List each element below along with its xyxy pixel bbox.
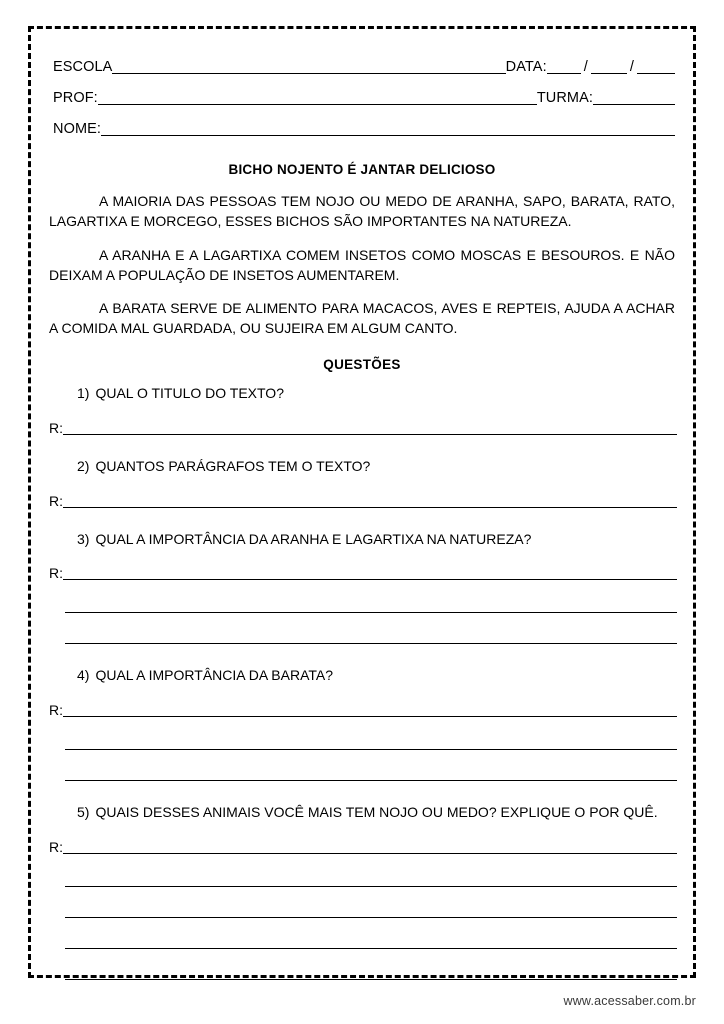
question-3-number: 3) bbox=[77, 530, 90, 547]
questions-heading: QUESTÕES bbox=[323, 356, 401, 372]
question-3 bbox=[77, 530, 677, 549]
spacer-after-q2 bbox=[47, 510, 677, 530]
header-fields bbox=[47, 43, 677, 138]
nome-row bbox=[53, 107, 675, 138]
date-separator-2: / bbox=[629, 58, 634, 75]
answer-line-4-2[interactable] bbox=[65, 719, 677, 750]
answer-line-5-1[interactable] bbox=[63, 838, 677, 854]
answer-label-2: R: bbox=[49, 492, 63, 509]
question-1-number: 1) bbox=[77, 384, 90, 401]
question-1-text: QUAL O TITULO DO TEXTO? bbox=[95, 384, 284, 401]
answer-row-5 bbox=[47, 836, 677, 856]
answer-line-4-1[interactable] bbox=[63, 701, 677, 717]
answer-line-3-2[interactable] bbox=[65, 582, 677, 613]
answer-line-3-1[interactable] bbox=[63, 564, 677, 580]
date-year-input[interactable] bbox=[637, 59, 675, 74]
answer-row-4 bbox=[47, 699, 677, 719]
escola-label: ESCOLA bbox=[53, 58, 113, 75]
answer-line-3-3[interactable] bbox=[65, 613, 677, 644]
question-block-5 bbox=[47, 803, 677, 980]
spacer-after-q4 bbox=[47, 781, 677, 803]
answer-label-4: R: bbox=[49, 702, 63, 719]
escola-data-row bbox=[53, 45, 675, 76]
paragraph-3: A BARATA SERVE DE ALIMENTO PARA MACACOS, AVES E REPTEIS, AJUDA A ACHAR A COMIDA MAL GUARDADA, OU SUJEIRA EM ALGUM CANTO. bbox=[49, 300, 675, 337]
date-separator-1: / bbox=[583, 58, 588, 75]
spacer-after-q3 bbox=[47, 644, 677, 666]
question-block-1 bbox=[47, 384, 677, 437]
answer-label-3: R: bbox=[49, 565, 63, 582]
question-5-text: QUAIS DESSES ANIMAIS VOCÊ MAIS TEM NOJO OU MEDO? EXPLIQUE O POR QUÊ. bbox=[95, 804, 658, 821]
answer-line-5-4[interactable] bbox=[65, 918, 677, 949]
nome-label: NOME: bbox=[53, 120, 102, 137]
prof-input-line[interactable] bbox=[98, 90, 537, 105]
question-4 bbox=[77, 666, 677, 685]
footer-website: www.acessaber.com.br bbox=[563, 994, 696, 1008]
question-5 bbox=[77, 803, 677, 822]
escola-input-line[interactable] bbox=[112, 59, 505, 74]
prof-label: PROF: bbox=[53, 89, 98, 106]
spacer-after-q1 bbox=[47, 437, 677, 457]
answer-line-5-2[interactable] bbox=[65, 856, 677, 887]
nome-input-line[interactable] bbox=[101, 121, 675, 136]
question-3-text: QUAL A IMPORTÂNCIA DA ARANHA E LAGARTIXA NA NATUREZA? bbox=[95, 530, 532, 547]
turma-label: TURMA: bbox=[536, 89, 593, 106]
answer-line-1-1[interactable] bbox=[63, 419, 677, 435]
question-4-number: 4) bbox=[77, 667, 90, 684]
question-block-2 bbox=[47, 457, 677, 510]
paragraph-1: A MAIORIA DAS PESSOAS TEM NOJO OU MEDO DE ARANHA, SAPO, BARATA, RATO, LAGARTIXA E MORCEGO, ESSES BICHOS SÃO IMPORTANTES NA NATUREZA. bbox=[49, 193, 675, 230]
answer-line-5-5[interactable] bbox=[65, 949, 677, 980]
prof-turma-row bbox=[53, 76, 675, 107]
paragraph-2: A ARANHA E A LAGARTIXA COMEM INSETOS COMO MOSCAS E BESOUROS. E NÃO DEIXAM A POPULAÇÃO DE INSETOS AUMENTAREM. bbox=[49, 246, 675, 283]
answer-line-2-1[interactable] bbox=[63, 492, 677, 508]
question-5-number: 5) bbox=[77, 804, 90, 821]
question-2-text: QUANTOS PARÁGRAFOS TEM O TEXTO? bbox=[95, 457, 371, 474]
date-month-input[interactable] bbox=[591, 59, 627, 74]
question-2 bbox=[77, 457, 677, 476]
answer-label-1: R: bbox=[49, 419, 63, 436]
data-label: DATA: bbox=[505, 58, 547, 75]
question-block-3 bbox=[47, 530, 677, 645]
turma-input-line[interactable] bbox=[593, 90, 675, 105]
question-block-4 bbox=[47, 666, 677, 781]
question-1 bbox=[77, 384, 677, 403]
answer-row-1 bbox=[47, 417, 677, 437]
question-4-text: QUAL A IMPORTÂNCIA DA BARATA? bbox=[95, 667, 334, 684]
answer-row-2 bbox=[47, 490, 677, 510]
text-title: BICHO NOJENTO É JANTAR DELICIOSO bbox=[228, 162, 496, 177]
answer-label-5: R: bbox=[49, 839, 63, 856]
date-day-input[interactable] bbox=[547, 59, 581, 74]
worksheet-frame bbox=[28, 26, 696, 978]
answer-line-4-3[interactable] bbox=[65, 750, 677, 781]
question-2-number: 2) bbox=[77, 457, 90, 474]
answer-line-5-3[interactable] bbox=[65, 887, 677, 918]
answer-row-3 bbox=[47, 562, 677, 582]
